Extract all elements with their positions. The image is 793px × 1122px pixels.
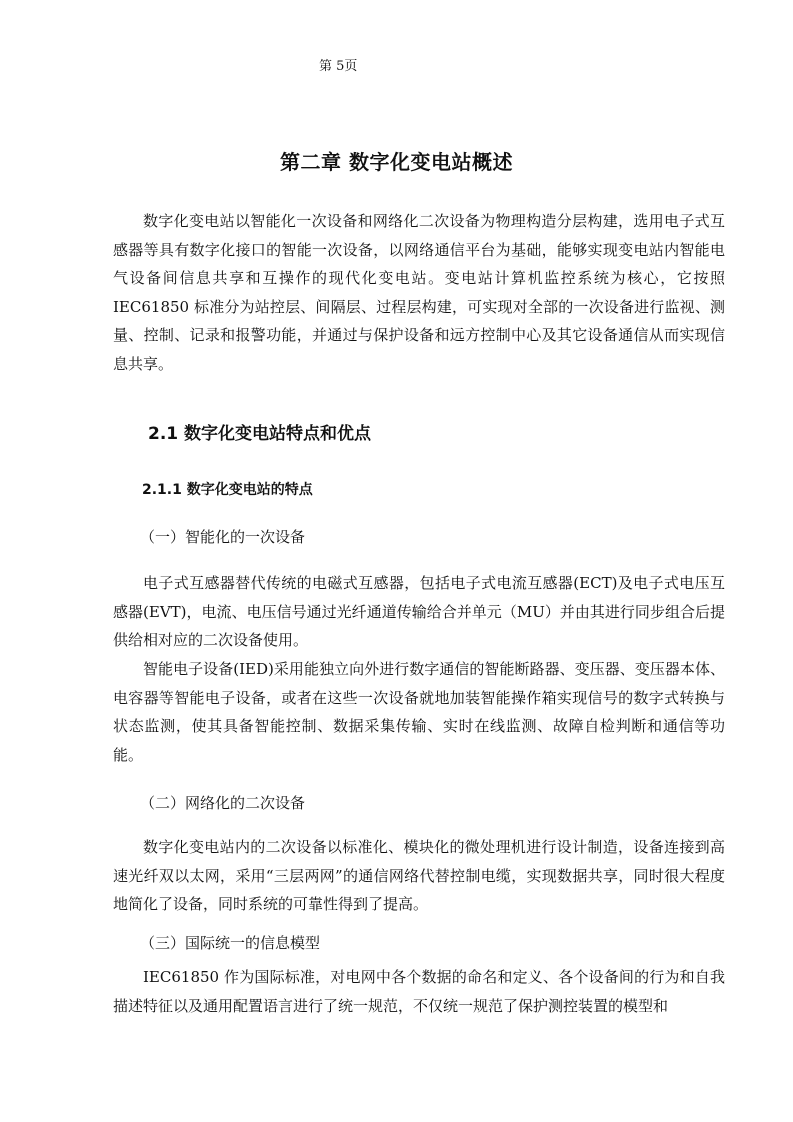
subsection-2-paragraph-1: 数字化变电站内的二次设备以标准化、模块化的微处理机进行设计制造，设备连接到高速光纤双以太网，采用“三层两网”的通信网络代替控制电缆，实现数据共享，同时很大程度地简化了设备，同时系统的可靠性得到了提高。 [113,838,725,913]
subsection-3-heading: （三）国际统一的信息模型 [140,934,321,952]
intro-paragraph: 数字化变电站以智能化一次设备和网络化二次设备为物理构造分层构建，选用电子式互感器等具有数字化接口的智能一次设备，以网络通信平台为基础，能够实现变电站内智能电气设备间信息共享和互操作的现代化变电站。变电站计算机监控系统为核心，它按照 IEC61850 标准分为站控层、间隔层、过程层构建，可实现对全部的一次设备进行监视、测量、控制、记录和报警功能，并通过与保护设备和远方控制中心及其它设备通信从而实现信息共享。 [113,212,725,373]
section-2-1-heading: 2.1 数字化变电站特点和优点 [148,424,372,444]
section-2-1-1-heading: 2.1.1 数字化变电站的特点 [142,482,313,498]
subsection-3-paragraph-1: IEC61850 作为国际标准，对电网中各个数据的命名和定义、各个设备间的行为和自我描述特征以及通用配置语言进行了统一规范，不仅统一规范了保护测控装置的模型和 [113,968,725,1015]
chapter-title: 第二章 数字化变电站概述 [280,150,513,174]
subsection-2-heading: （二）网络化的二次设备 [140,794,306,812]
subsection-1-heading: （一）智能化的一次设备 [140,528,306,546]
page-number: 第 5页 [319,59,358,74]
subsection-1-paragraph-1: 电子式互感器替代传统的电磁式互感器，包括电子式电流互感器(ECT)及电子式电压互感器(EVT)，电流、电压信号通过光纤通道传输给合并单元（MU）并由其进行同步组合后提供给相对应的二次设备使用。 [113,574,725,649]
subsection-1-paragraph-2: 智能电子设备(IED)采用能独立向外进行数字通信的智能断路器、变压器、变压器本体、电容器等智能电子设备，或者在这些一次设备就地加装智能操作箱实现信号的数字式转换与状态监测，使其具备智能控制、数据采集传输、实时在线监测、故障自检判断和通信等功能。 [113,660,725,764]
